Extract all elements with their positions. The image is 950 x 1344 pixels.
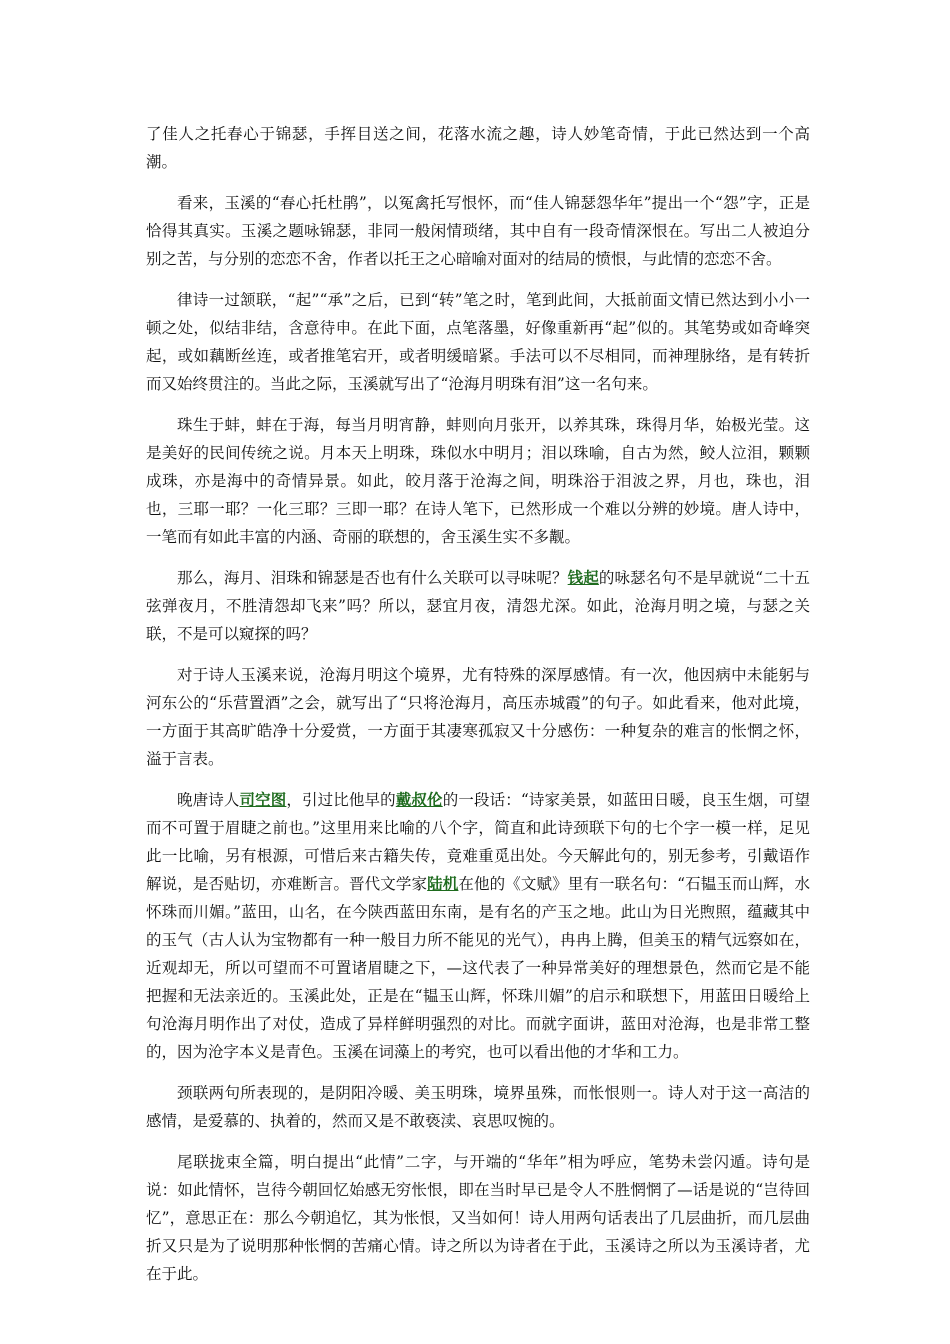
paragraph-text: 律诗一过颔联，“起”“承”之后，已到“转”笔之时，笔到此间，大抵前面文情已然达到小小一顿之处，似结非结，含意待申。在此下面，点笔落墨，好像重新再“起”似的。其笔势或如奇峰突起，或如藕断丝连，或者推笔宕开，或者明缓暗紧。手法可以不尽相同，而神理脉络，是有转折而又始终贯注的。当此之际，玉溪就写出了“沧海月明珠有泪”这一名句来。 (146, 291, 810, 393)
paragraph (146, 1148, 810, 1288)
link-qian-qi[interactable]: 钱起 (567, 568, 599, 587)
link-dai-shulun[interactable]: 戴叔伦 (395, 790, 443, 809)
paragraph-text: 颈联两句所表现的，是阴阳冷暖、美玉明珠，境界虽殊，而怅恨则一。诗人对于这一高洁的感情，是爱慕的、执着的，然而又是不敢亵渎、哀思叹惋的。 (146, 1084, 810, 1130)
paragraph-text: 看来，玉溪的“春心托杜鹃”，以冤禽托写恨怀，而“佳人锦瑟怨华年”提出一个“怨”字，正是恰得其真实。玉溪之题咏锦瑟，非同一般闲情琐绪，其中自有一段奇情深恨在。写出二人被迫分别之苦，与分别的恋恋不舍，作者以托王之心暗喻对面对的结局的愤恨，与此情的恋恋不舍。 (146, 194, 810, 268)
paragraph (146, 120, 810, 176)
paragraph (146, 1079, 810, 1135)
paragraph-text: 那么，海月、泪珠和锦瑟是否也有什么关联可以寻味呢？ (177, 569, 568, 587)
paragraph-text: 珠生于蚌，蚌在于海，每当月明宵静，蚌则向月张开，以养其珠，珠得月华，始极光莹。这是美好的民间传统之说。月本天上明珠，珠似水中明月；泪以珠喻，自古为然，鲛人泣泪，颗颗成珠，亦是海中的奇情异景。如此，皎月落于沧海之间，明珠浴于泪波之界，月也，珠也，泪也，三耶一耶？一化三耶？三即一耶？在诗人笔下，已然形成一个难以分辨的妙境。唐人诗中，一笔而有如此丰富的内涵、奇丽的联想的，舍玉溪生实不多觏。 (146, 416, 810, 546)
paragraph-text: 晚唐诗人 (177, 791, 240, 809)
paragraph-text: 尾联拢束全篇，明白提出“此情”二字，与开端的“华年”相为呼应，笔势未尝闪遁。诗句是说：如此情怀，岂待今朝回忆始感无穷怅恨，即在当时早已是令人不胜惘惘了—话是说的“岂待回忆”，意思正在：那么今朝追忆，其为怅恨，又当如何！诗人用两句话表出了几层曲折，而几层曲折又只是为了说明那种怅惘的苦痛心情。诗之所以为诗者在于此，玉溪诗之所以为玉溪诗者，尤在于此。 (146, 1153, 810, 1283)
paragraph-text: 的咏瑟名句不是早就说“二十五弦弹夜月，不胜清怨却飞来”吗？所以，瑟宜月夜，清怨尤深。如此，沧海月明之境，与瑟之关联，不是可以窥探的吗？ (146, 569, 810, 643)
paragraph-text: 在他的《文赋》里有一联名句：“石韫玉而山辉，水怀珠而川媚。”蓝田，山名，在今陕西蓝田东南，是有名的产玉之地。此山为日光煦照，蕴藏其中的玉气（古人认为宝物都有一种一般目力所不能见的光气），冉冉上腾，但美玉的精气远察如在，近观却无，所以可望而不可置诸眉睫之下，—这代表了一种异常美好的理想景色，然而它是不能把握和无法亲近的。玉溪此处，正是在“韫玉山辉，怀珠川媚”的启示和联想下，用蓝田日暖给上句沧海月明作出了对仗，造成了异样鲜明强烈的对比。而就字面讲，蓝田对沧海，也是非常工整的，因为沧字本义是青色。玉溪在词藻上的考究，也可以看出他的才华和工力。 (146, 875, 810, 1061)
paragraph-text: 了佳人之托春心于锦瑟，手挥目送之间，花落水流之趣，诗人妙笔奇情，于此已然达到一个高潮。 (146, 125, 810, 171)
document-body (146, 120, 810, 1301)
paragraph (146, 189, 810, 273)
paragraph (146, 564, 810, 648)
paragraph (146, 411, 810, 551)
link-lu-ji[interactable]: 陆机 (427, 874, 459, 893)
paragraph-text: 对于诗人玉溪来说，沧海月明这个境界，尤有特殊的深厚感情。有一次，他因病中未能躬与河东公的“乐营置酒”之会，就写出了“只将沧海月，高压赤城霞”的句子。如此看来，他对此境，一方面于其高旷皓净十分爱赏，一方面于其凄寒孤寂又十分感伤：一种复杂的难言的怅惘之怀，溢于言表。 (146, 666, 810, 768)
paragraph (146, 286, 810, 398)
link-sikong-tu[interactable]: 司空图 (239, 790, 287, 809)
paragraph-text: 的一段话：“诗家美景，如蓝田日暖，良玉生烟，可望而不可置于眉睫之前也。”这里用来比喻的八个字，简直和此诗颈联下句的七个字一模一样，足见此一比喻，另有根源，可惜后来古籍失传，竟难重觅出处。今天解此句的，别无参考，引戴语作解说，是否贴切，亦难断言。晋代文学家 (146, 791, 810, 893)
paragraph (146, 786, 810, 1066)
paragraph-text: ，引过比他早的 (286, 791, 396, 809)
paragraph (146, 661, 810, 773)
